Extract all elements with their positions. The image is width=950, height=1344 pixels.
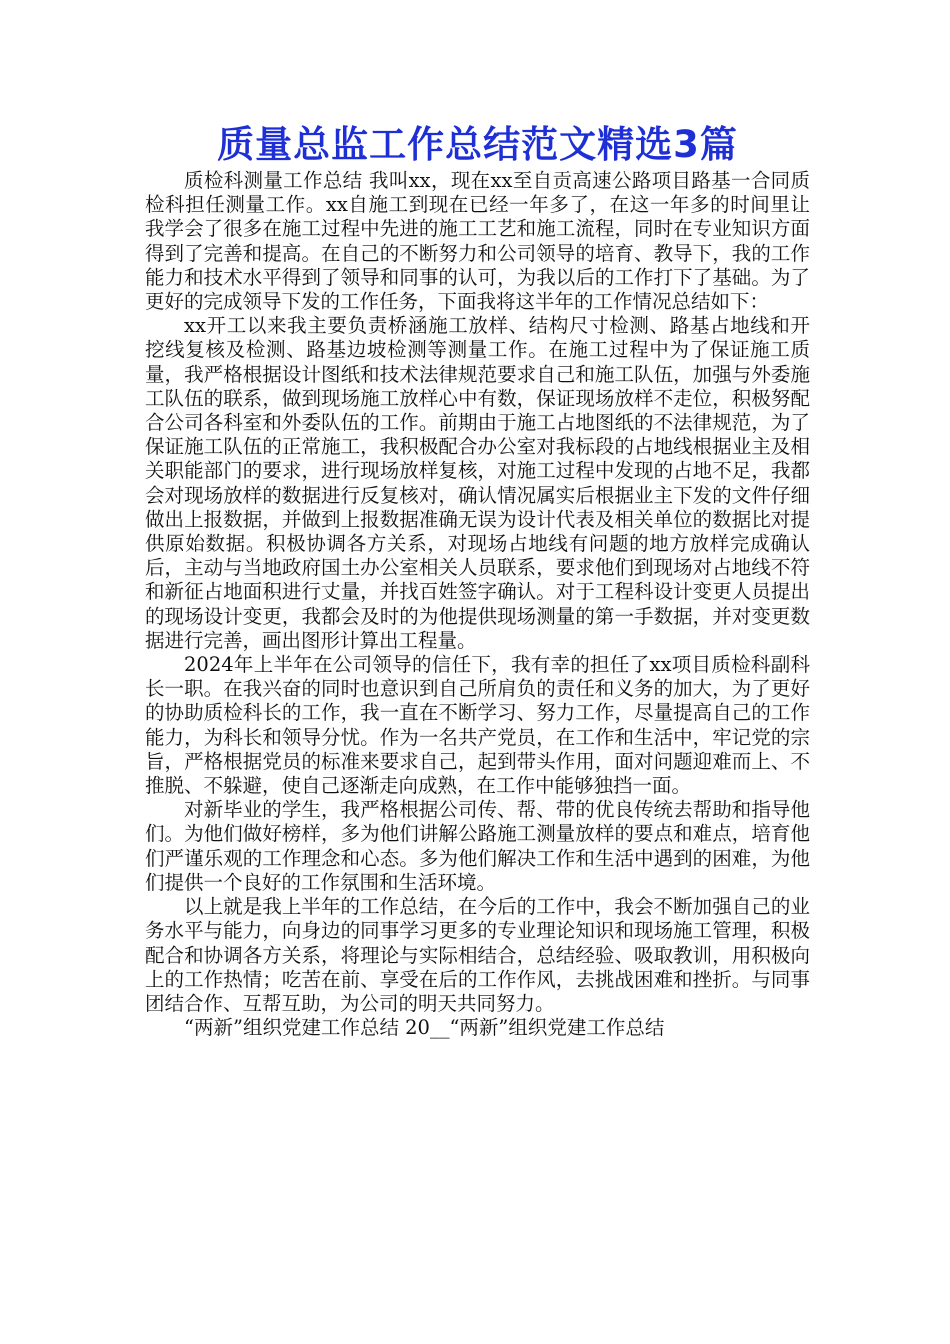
document-page	[145, 120, 810, 1040]
paragraph-mentoring: 对新毕业的学生，我严格根据公司传、帮、带的优良传统去帮助和指导他们。为他们做好榜样，多为他们讲解公路施工测量放样的要点和难点，培育他们严谨乐观的工作理念和心态。多为他们解决工作和生活中遇到的困难，为他们提供一个良好的工作氛围和生活环境。	[145, 798, 810, 894]
paragraph-intro: 质检科测量工作总结 我叫xx，现在xx至自贡高速公路项目路基一合同质检科担任测量工作。xx自施工到现在已经一年多了，在这一年多的时间里让我学会了很多在施工过程中先进的施工工艺和施工流程，同时在专业知识方面得到了完善和提高。在自己的不断努力和公司领导的培育、教导下，我的工作能力和技术水平得到了领导和同事的认可，为我以后的工作打下了基础。为了更好的完成领导下发的工作任务，下面我将这半年的工作情况总结如下：	[145, 169, 810, 314]
paragraph-deputy-role: 2024年上半年在公司领导的信任下，我有幸的担任了xx项目质检科副科长一职。在我兴奋的同时也意识到自己所肩负的责任和义务的加大，为了更好的协助质检科长的工作，我一直在不断学习、努力工作，尽量提高自己的工作能力，为科长和领导分忧。作为一名共产党员，在工作和生活中，牢记党的宗旨，严格根据党员的标准来要求自己，起到带头作用，面对问题迎难而上、不推脱、不躲避，使自己逐渐走向成熟，在工作中能够独挡一面。	[145, 653, 810, 798]
paragraph-conclusion: 以上就是我上半年的工作总结，在今后的工作中，我会不断加强自己的业务水平与能力，向身边的同事学习更多的专业理论知识和现场施工管理，积极配合和协调各方关系，将理论与实际相结合，总结经验、吸取教训，用积极向上的工作热情；吃苦在前、享受在后的工作作风，去挑战困难和挫折。与同事团结合作、互帮互助，为公司的明天共同努力。	[145, 895, 810, 1015]
paragraph-next-heading: “两新”组织党建工作总结 20__“两新”组织党建工作总结	[184, 1016, 665, 1040]
paragraph-survey-work: xx开工以来我主要负责桥涵施工放样、结构尺寸检测、路基占地线和开挖线复核及检测、路基边坡检测等测量工作。在施工过程中为了保证施工质量，我严格根据设计图纸和技术法律规范要求自己和施工队伍，加强与外委施工队伍的联系，做到现场施工放样心中有数，保证现场放样不走位，积极努配合公司各科室和外委队伍的工作。前期由于施工占地图纸的不法律规范，为了保证施工队伍的正常施工，我积极配合办公室对我标段的占地线根据业主及相关职能部门的要求，进行现场放样复核，对施工过程中发现的占地不足，我都会对现场放样的数据进行反复核对，确认情况属实后根据业主下发的文件仔细做出上报数据，并做到上报数据准确无误为设计代表及相关单位的数据比对提供原始数据。积极协调各方关系，对现场占地线有问题的地方放样完成确认后，主动与当地政府国土办公室相关人员联系，要求他们到现场对占地线不符和新征占地面积进行丈量，并找百姓签字确认。对于工程科设计变更人员提出的现场设计变更，我都会及时的为他提供现场测量的第一手数据，并对变更数据进行完善，画出图形计算出工程量。	[145, 314, 810, 652]
document-title: 质量总监工作总结范文精选3篇	[217, 123, 738, 166]
